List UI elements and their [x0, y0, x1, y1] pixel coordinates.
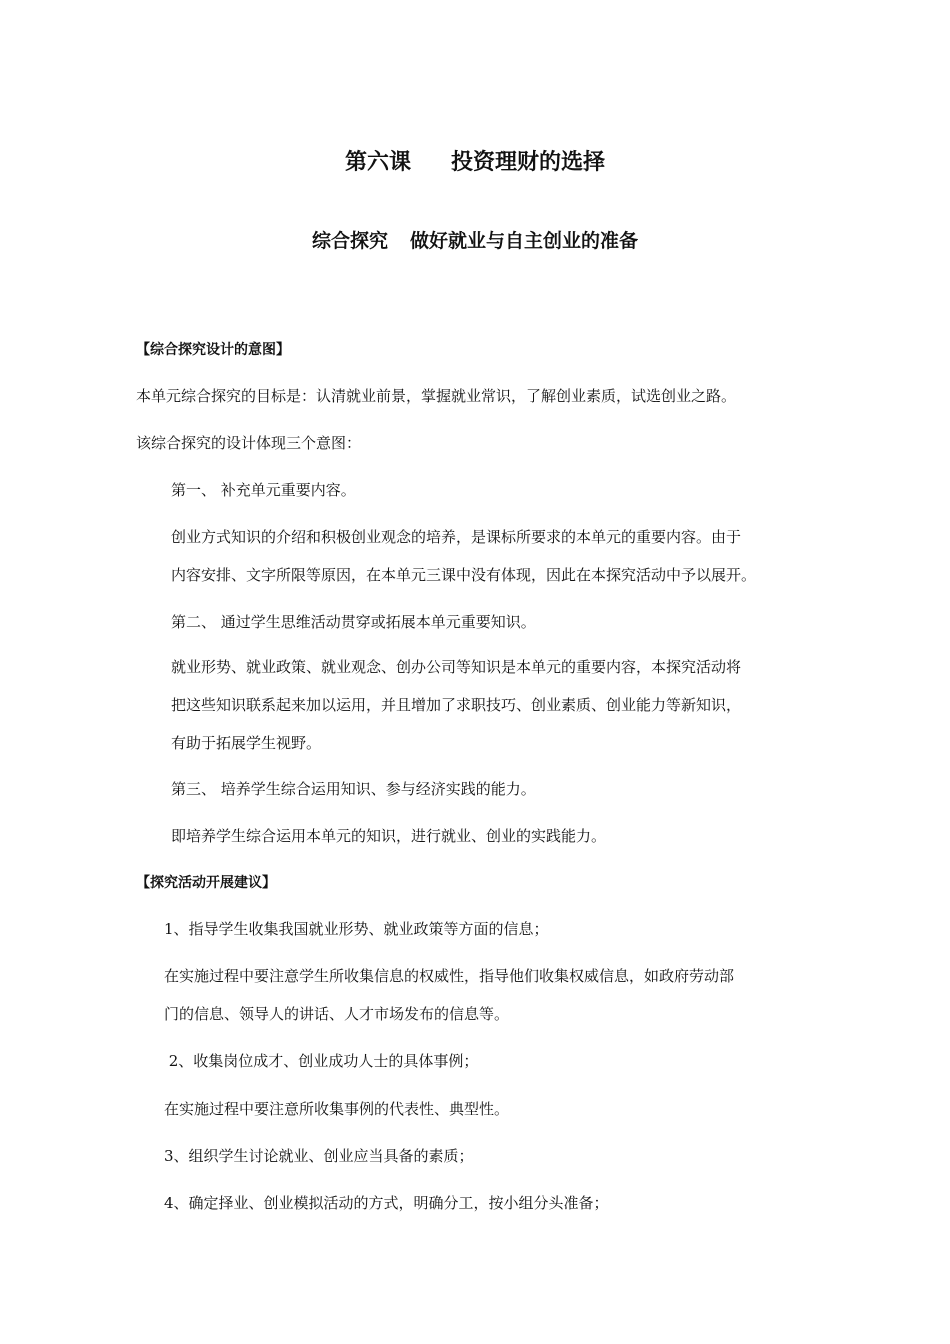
section-heading-intent: 【综合探究设计的意图】	[136, 342, 290, 358]
suggestion-4: 4、确定择业、创业模拟活动的方式，明确分工，按小组分头准备；	[164, 1194, 609, 1212]
title-lesson-name: 投资理财的选择	[451, 150, 606, 175]
suggestion-2: 2、收集岗位成才、创业成功人士的具体事例；	[164, 1052, 479, 1070]
point-3-body: 即培养学生综合运用本单元的知识，进行就业、创业的实践能力。	[171, 827, 607, 845]
page-title	[0, 148, 950, 178]
subtitle-label: 综合探究	[311, 230, 388, 252]
point-2-title: 第二、 通过学生思维活动贯穿或拓展本单元重要知识。	[171, 613, 536, 631]
page-subtitle	[0, 228, 950, 254]
title-lesson-number: 第六课	[344, 150, 411, 175]
suggestion-1-note-line-1: 在实施过程中要注意学生所收集信息的权威性，指导他们收集权威信息，如政府劳动部	[164, 967, 735, 985]
subtitle-topic: 做好就业与自主创业的准备	[410, 230, 639, 252]
point-1-body-line-2: 内容安排、文字所限等原因，在本单元三课中没有体现，因此在本探究活动中予以展开。	[171, 566, 757, 584]
suggestion-2-note: 在实施过程中要注意所收集事例的代表性、典型性。	[164, 1100, 510, 1118]
suggestion-3: 3、组织学生讨论就业、创业应当具备的素质；	[164, 1147, 474, 1165]
point-1-title: 第一、 补充单元重要内容。	[171, 481, 356, 499]
point-2-body-line-3: 有助于拓展学生视野。	[171, 734, 322, 752]
point-3-title: 第三、 培养学生综合运用知识、参与经济实践的能力。	[171, 780, 536, 798]
section-heading-suggestions: 【探究活动开展建议】	[136, 875, 276, 891]
paragraph-intent-intro: 该综合探究的设计体现三个意图：	[136, 434, 362, 452]
paragraph-goal: 本单元综合探究的目标是：认清就业前景，掌握就业常识，了解创业素质，试选创业之路。	[136, 387, 737, 405]
suggestion-1: 1、指导学生收集我国就业形势、就业政策等方面的信息；	[164, 920, 549, 938]
point-2-body-line-1: 就业形势、就业政策、就业观念、创办公司等知识是本单元的重要内容，本探究活动将	[171, 658, 742, 676]
point-2-body-line-2: 把这些知识联系起来加以运用，并且增加了求职技巧、创业素质、创业能力等新知识，	[171, 696, 742, 714]
suggestion-1-note-line-2: 门的信息、领导人的讲话、人才市场发布的信息等。	[164, 1005, 510, 1023]
point-1-body-line-1: 创业方式知识的介绍和积极创业观念的培养，是课标所要求的本单元的重要内容。由于	[171, 528, 742, 546]
